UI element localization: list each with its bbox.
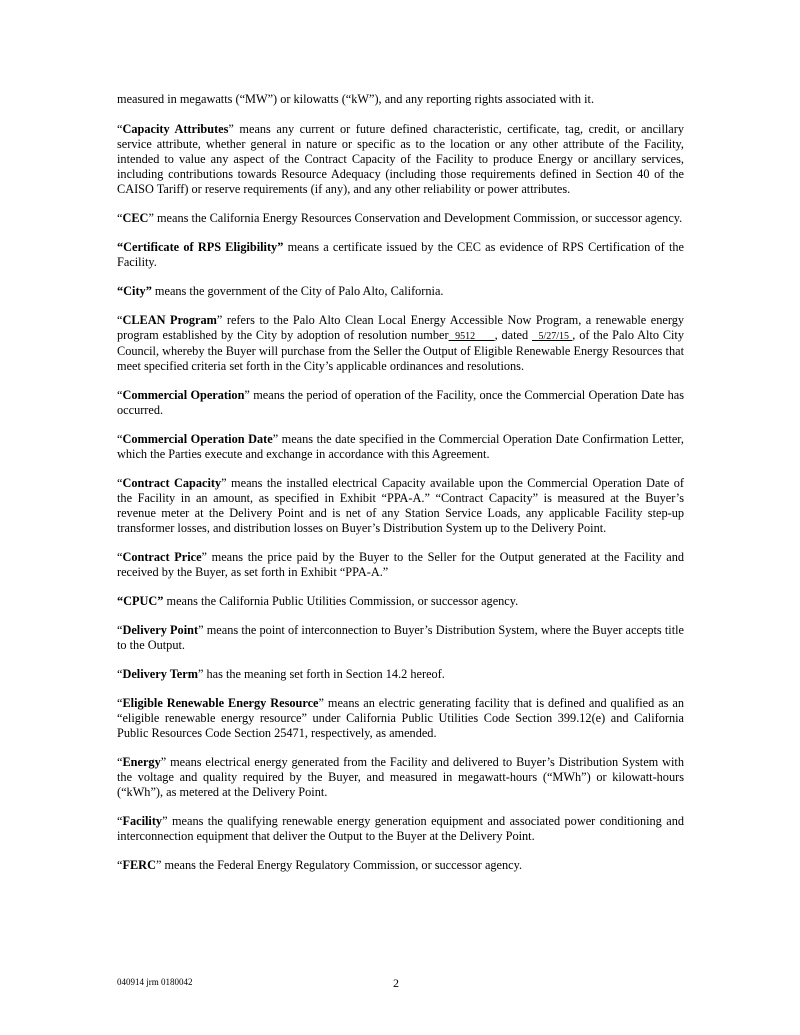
definition-text: , dated bbox=[494, 328, 529, 342]
definition-contract-price bbox=[117, 550, 684, 580]
defined-term: CEC bbox=[122, 211, 149, 225]
definition-cpuc bbox=[117, 594, 684, 609]
definition-eligible-renewable-energy-resource bbox=[117, 696, 684, 741]
definition-text: , of the Palo Alto City Council, whereby the Buyer will purchase from the Seller the Output of Eligible Renewable Energy Resources that meet specified criteria set forth in the City’s applicable ordinances and resolutions. bbox=[117, 328, 685, 373]
definition-text: means the qualifying renewable energy generation equipment and associated power conditioning and interconnection equipment that deliver the Output to the Buyer at the Delivery Point. bbox=[117, 814, 684, 843]
open-quote: “ bbox=[117, 313, 123, 327]
defined-term: “Certificate of RPS Eligibility” bbox=[117, 240, 284, 254]
definition-text: means the government of the City of Palo Alto, California. bbox=[151, 284, 444, 298]
definition-certificate-of-rps-eligibility bbox=[117, 240, 684, 270]
defined-term: Commercial Operation Date bbox=[122, 432, 273, 446]
open-quote: “ bbox=[117, 814, 123, 828]
defined-term: FERC bbox=[122, 858, 156, 872]
definition-commercial-operation-date bbox=[117, 432, 684, 462]
definition-text: means the California Public Utilities Commission, or successor agency. bbox=[163, 594, 519, 608]
open-quote: “ bbox=[117, 122, 123, 136]
close-quote: ” bbox=[272, 432, 279, 446]
definition-energy bbox=[117, 755, 684, 800]
open-quote: “ bbox=[117, 476, 123, 490]
close-quote: ” bbox=[244, 388, 250, 402]
definition-text: has the meaning set forth in Section 14.2 hereof. bbox=[203, 667, 445, 681]
footer-document-id: 040914 jrm 0180042 bbox=[117, 977, 193, 987]
close-quote: ” bbox=[198, 623, 204, 637]
open-quote: “ bbox=[117, 550, 123, 564]
definition-ferc bbox=[117, 858, 684, 873]
open-quote: “ bbox=[117, 667, 123, 681]
definition-text: means electrical energy generated from the Facility and delivered to Buyer’s Distribution System with the voltage and quality required by the Buyer, and measured in megawatt-hours (“MWh”) or kilowatt-hours (“kWh”), as metered at the Delivery Point. bbox=[117, 755, 684, 799]
definition-text: means an electric generating facility that is defined and qualified as an “eligible renewable energy resource” under California Public Utilities Code Section 399.12(e) and California Public Resources Code Section 25471, respectively, as amended. bbox=[117, 696, 684, 740]
defined-term: Energy bbox=[122, 755, 161, 769]
definition-text: means a certificate issued by the CEC as evidence of RPS Certification of the Facility. bbox=[117, 240, 684, 269]
document-body bbox=[117, 92, 684, 887]
close-quote: ” bbox=[221, 476, 227, 490]
definition-delivery-point bbox=[117, 623, 684, 653]
open-quote: “ bbox=[117, 755, 123, 769]
close-quote: ” bbox=[216, 313, 223, 327]
defined-term: “CPUC” bbox=[117, 594, 164, 608]
definition-text: means the California Energy Resources Conservation and Development Commission, or successor agency. bbox=[153, 211, 683, 225]
definition-facility bbox=[117, 814, 684, 844]
definition-text: means the installed electrical Capacity available upon the Commercial Operation Date of the Facility in an amount, as specified in Exhibit “PPA-A.” “Contract Capacity” is measured at the Buyer’s revenue meter at the Delivery Point and is net of any Station Service Loads, any applicable Facility step-up transformer losses, and distribution losses on Buyer’s Distribution System up to the Delivery Point. bbox=[117, 476, 684, 535]
definition-text: refers to the Palo Alto Clean Local Energy Accessible Now Program, a renewable energy program established by the City by adoption of resolution number bbox=[117, 313, 684, 342]
defined-term: Capacity Attributes bbox=[122, 122, 229, 136]
close-quote: ” bbox=[197, 667, 204, 681]
page-number: 2 bbox=[393, 976, 399, 990]
open-quote: “ bbox=[117, 432, 123, 446]
definition-capacity-attributes bbox=[117, 122, 684, 197]
definition-text: means the period of operation of the Facility, once the Commercial Operation Date has occurred. bbox=[117, 388, 684, 417]
open-quote: “ bbox=[117, 696, 123, 710]
definition-city bbox=[117, 284, 684, 299]
resolution-number-field: 9512 bbox=[448, 331, 495, 342]
open-quote: “ bbox=[117, 388, 123, 402]
defined-term: Contract Price bbox=[122, 550, 202, 564]
definition-text: means the point of interconnection to Buyer’s Distribution System, where the Buyer accepts title to the Output. bbox=[117, 623, 685, 652]
open-quote: “ bbox=[117, 858, 123, 872]
close-quote: ” bbox=[228, 122, 234, 136]
close-quote: ” bbox=[162, 814, 168, 828]
continuation-paragraph: measured in megawatts (“MW”) or kilowatts (“kW”), and any reporting rights associated with it. bbox=[117, 92, 595, 106]
definition-text: means any current or future defined characteristic, certificate, tag, credit, or ancillary service attribute, whether general in nature or specific as to the location or any other attribute of the Facility, intended to value any aspect of the Contract Capacity of the Facility to produce Energy or ancillary services, including contributions towards Resource Adequacy (including those requirements defined in Section 40 of the CAISO Tariff) or reserve requirements (if any), and any other reliability or power attributes. bbox=[117, 122, 684, 196]
definition-contract-capacity bbox=[117, 476, 684, 536]
definition-commercial-operation bbox=[117, 388, 684, 418]
open-quote: “ bbox=[117, 211, 123, 225]
definition-delivery-term bbox=[117, 667, 684, 682]
resolution-date-field: 5/27/15 bbox=[531, 331, 573, 342]
close-quote: ” bbox=[160, 755, 167, 769]
defined-term: Facility bbox=[122, 814, 163, 828]
defined-term: Commercial Operation bbox=[122, 388, 245, 402]
defined-term: CLEAN Program bbox=[122, 313, 217, 327]
defined-term: Delivery Term bbox=[122, 667, 198, 681]
defined-term: Eligible Renewable Energy Resource bbox=[122, 696, 319, 710]
close-quote: ” bbox=[201, 550, 208, 564]
close-quote: ” bbox=[148, 211, 154, 225]
defined-term: “City” bbox=[117, 284, 152, 298]
close-quote: ” bbox=[318, 696, 324, 710]
defined-term: Delivery Point bbox=[122, 623, 199, 637]
close-quote: ” bbox=[155, 858, 162, 872]
definition-cec bbox=[117, 211, 684, 226]
definition-text: means the Federal Energy Regulatory Commission, or successor agency. bbox=[161, 858, 523, 872]
definition-text: means the date specified in the Commercial Operation Date Confirmation Letter, which the Parties execute and exchange in accordance with this Agreement. bbox=[117, 432, 684, 461]
open-quote: “ bbox=[117, 623, 123, 637]
definition-text: means the price paid by the Buyer to the Seller for the Output generated at the Facility and received by the Buyer, as set forth in Exhibit “PPA-A.” bbox=[117, 550, 684, 579]
defined-term: Contract Capacity bbox=[122, 476, 222, 490]
definition-clean-program bbox=[117, 313, 684, 374]
